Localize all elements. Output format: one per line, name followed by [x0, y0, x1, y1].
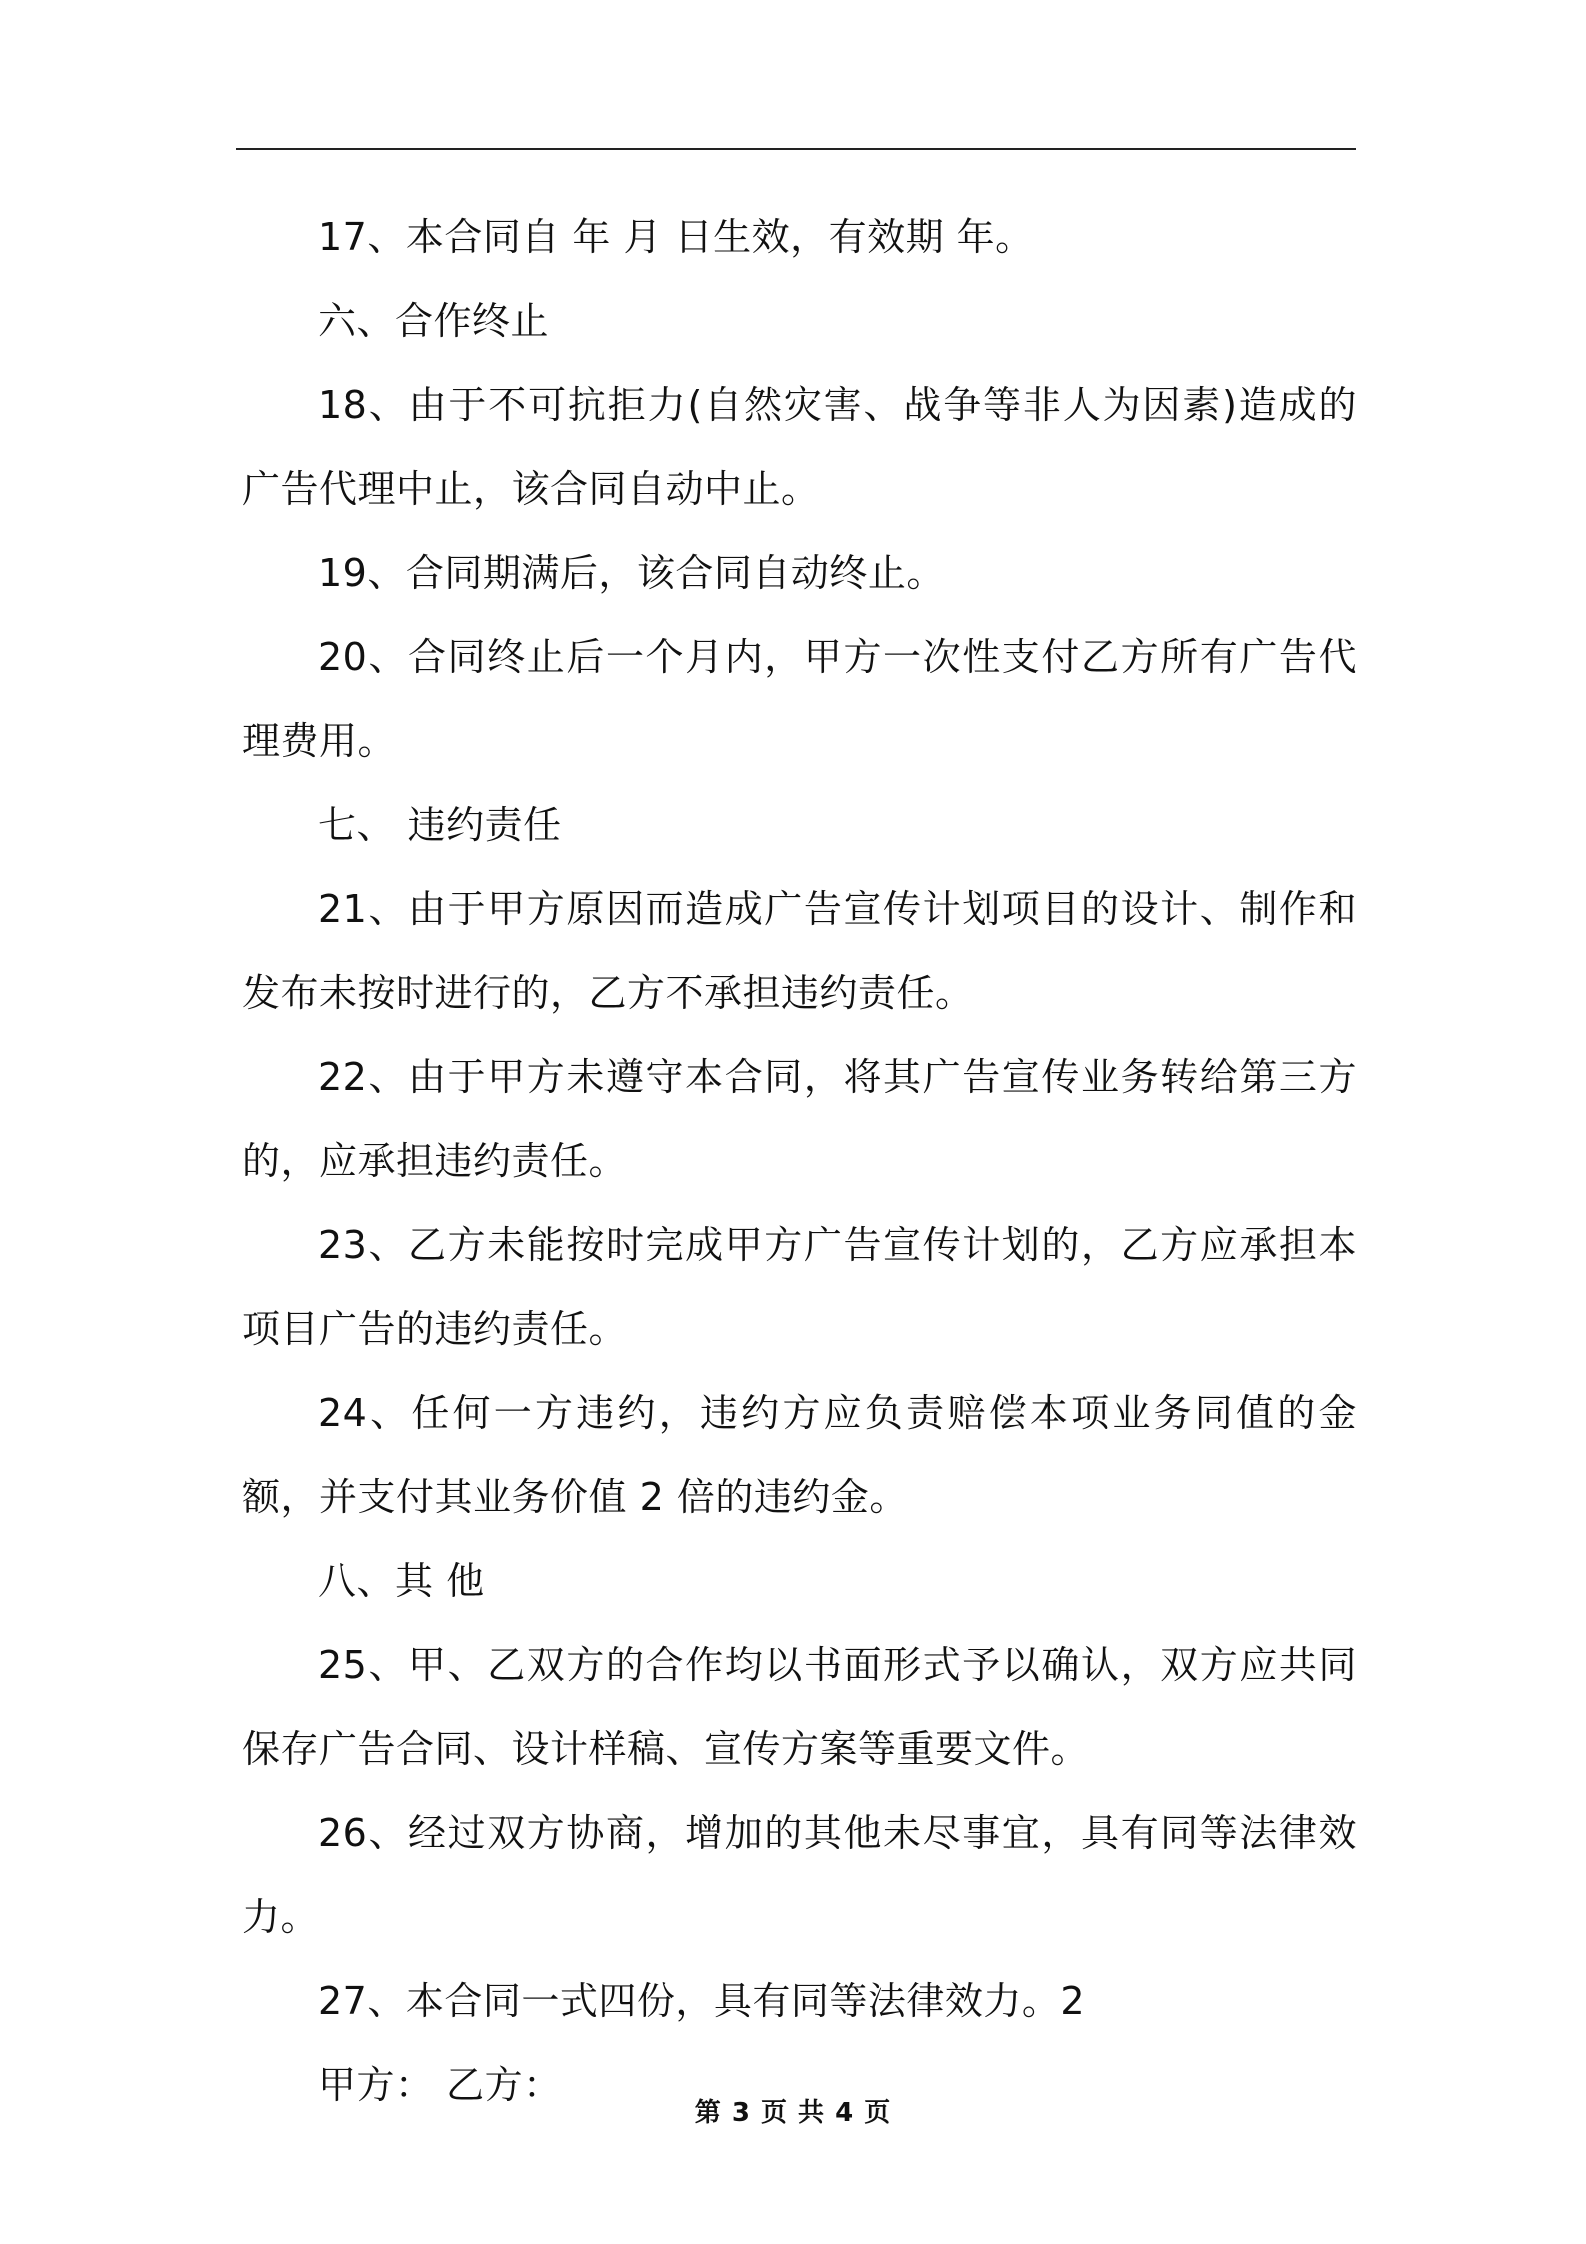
clause-22: 22、由于甲方未遵守本合同，将其广告宣传业务转给第三方的，应承担违约责任。	[242, 1055, 1357, 1183]
document-body	[242, 195, 1357, 2127]
page-footer: 第 3 页 共 4 页	[694, 2098, 892, 2128]
clause-19: 19、合同期满后，该合同自动终止。	[318, 551, 945, 595]
clause-26: 26、经过双方协商，增加的其他未尽事宜，具有同等法律效力。	[242, 1811, 1357, 1939]
clause-24: 24、任何一方违约，违约方应负责赔偿本项业务同值的金额，并支付其业务价值 2 倍的违约金。	[242, 1391, 1357, 1519]
section-heading-termination: 六、合作终止	[318, 299, 550, 343]
clause-27: 27、本合同一式四份，具有同等法律效力。2	[318, 1979, 1086, 2023]
header-rule	[236, 148, 1356, 150]
clause-20: 20、合同终止后一个月内，甲方一次性支付乙方所有广告代理费用。	[242, 635, 1357, 763]
clause-23: 23、乙方未能按时完成甲方广告宣传计划的，乙方应承担本项目广告的违约责任。	[242, 1223, 1357, 1351]
clause-18: 18、由于不可抗拒力(自然灾害、战争等非人为因素)造成的广告代理中止，该合同自动中止。	[242, 383, 1357, 511]
signature-line: 甲方： 乙方：	[318, 2063, 562, 2107]
clause-25: 25、甲、乙双方的合作均以书面形式予以确认，双方应共同保存广告合同、设计样稿、宣传方案等重要文件。	[242, 1643, 1357, 1771]
clause-21: 21、由于甲方原因而造成广告宣传计划项目的设计、制作和发布未按时进行的，乙方不承担违约责任。	[242, 887, 1357, 1015]
section-heading-liability: 七、 违约责任	[318, 803, 562, 847]
section-heading-other: 八、其 他	[318, 1559, 485, 1603]
clause-17: 17、本合同自 年 月 日生效，有效期 年。	[318, 215, 1034, 259]
